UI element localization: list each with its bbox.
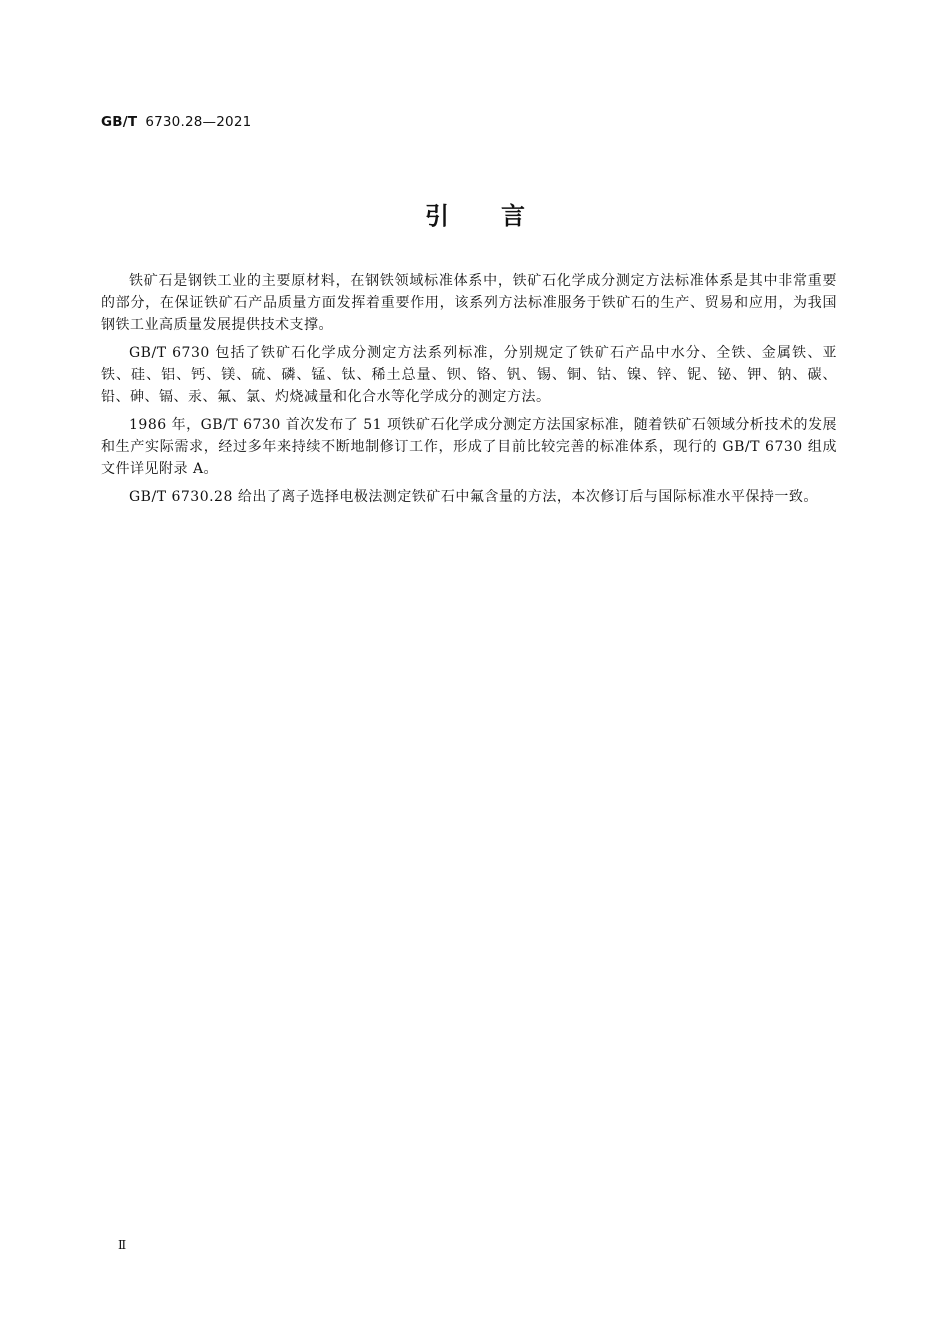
paragraph-4: GB/T 6730.28 给出了离子选择电极法测定铁矿石中氟含量的方法，本次修订后与国际标准水平保持一致。	[129, 489, 818, 505]
paragraph-1: 铁矿石是钢铁工业的主要原材料，在钢铁领域标准体系中，铁矿石化学成分测定方法标准体系是其中非常重要的部分，在保证铁矿石产品质量方面发挥着重要作用，该系列方法标准服务于铁矿石的生产、贸易和应用，为我国钢铁工业高质量发展提供技术支撑。	[101, 273, 837, 333]
page-number: Ⅱ	[118, 1238, 127, 1252]
page-title: 引言	[425, 202, 577, 230]
standard-code	[101, 114, 251, 130]
body-text	[101, 270, 837, 514]
standard-number: 6730.28—2021	[145, 114, 252, 130]
standard-prefix: GB/T	[101, 114, 138, 130]
paragraph-2: GB/T 6730 包括了铁矿石化学成分测定方法系列标准，分别规定了铁矿石产品中水分、全铁、金属铁、亚铁、硅、铝、钙、镁、硫、磷、锰、钛、稀土总量、钡、铬、钒、锡、铜、钴、镍、锌、铌、铋、钾、钠、碳、铅、砷、镉、汞、氟、氯、灼烧减量和化合水等化学成分的测定方法。	[101, 345, 837, 405]
paragraph-3: 1986 年，GB/T 6730 首次发布了 51 项铁矿石化学成分测定方法国家标准，随着铁矿石领域分析技术的发展和生产实际需求，经过多年来持续不断地制修订工作，形成了目前比较完善的标准体系，现行的 GB/T 6730 组成文件详见附录 A。	[101, 417, 837, 477]
